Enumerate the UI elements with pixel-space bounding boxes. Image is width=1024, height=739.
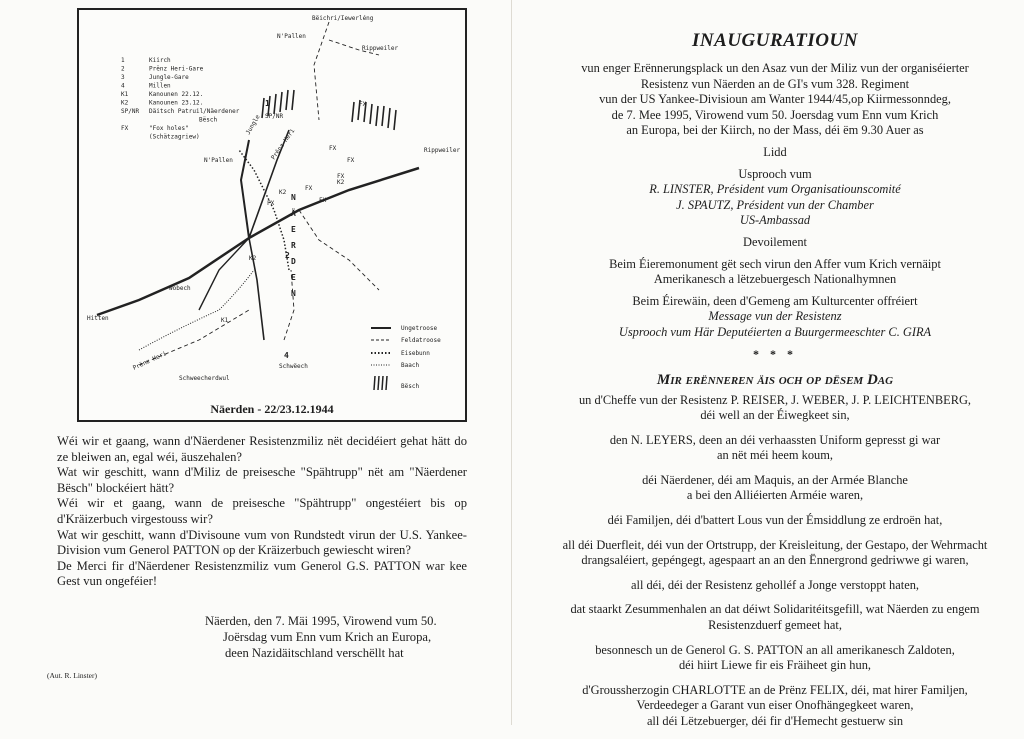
- brook: [139, 270, 254, 350]
- question-paragraph: Wat wir geschitt, wann d'Divisoune vum von Rundstedt virun der U.S. Yankee-Division vum Generol PATTON op der Kräizerbuch gewiescht wiren?: [57, 527, 467, 558]
- tribute-item: [542, 513, 1008, 529]
- map-drawing: [79, 10, 465, 420]
- naerden-letter: R: [291, 241, 296, 250]
- mark-fx: FX: [305, 185, 313, 192]
- mark-number: 2: [285, 251, 290, 260]
- intro-line: vun enger Erënnerungsplack un den Asaz vun der Miliz vun der organiséierter: [581, 61, 969, 75]
- naerden-letter: N: [291, 289, 296, 298]
- legend-eisebunn: Eisebunn: [401, 350, 430, 357]
- program-item-monument: Beim Éieremonument gët sech virun den Affer vum Krich vernäipt: [609, 256, 941, 271]
- place-rippweiler-right: Rippweiler: [424, 147, 461, 154]
- tribute-line: besonnesch un de Generol G. S. PATTON an all amerikanesch Zaldoten,: [595, 642, 955, 657]
- message-line: Usprooch vum Här Deputéierten a Buurgermeeschter C. GIRA: [618, 324, 932, 339]
- mark-k2: K2: [337, 179, 345, 186]
- legend-key: K2: [121, 99, 129, 107]
- naerden-letter: E: [291, 273, 296, 282]
- left-page: [0, 0, 512, 725]
- naerden-letter: D: [291, 257, 296, 266]
- naerden-letter: Ä: [291, 209, 296, 218]
- tribute-line: all déi, déi der Resistenz geholléf a Jonge verstoppt haten,: [631, 577, 919, 592]
- intro-line: vun der US Yankee-Divisioun am Wanter 1944/45,op Kiirmessonndeg,: [599, 92, 951, 107]
- program-content: [542, 30, 1008, 739]
- tribute-item: [542, 393, 1008, 424]
- intro-line: Resistenz vun Näerden an de GI's vum 328. Regiment: [640, 76, 910, 91]
- mark-k2: K2: [249, 255, 257, 262]
- legend-text: Millen: [149, 82, 171, 90]
- program-item-lidd: Lidd: [763, 144, 787, 159]
- tribute-line: déi Näerdener, déi am Maquis, an der Armée Blanche: [642, 472, 908, 487]
- place-prenz-heri-bottom: Prënz Heri: [131, 350, 168, 372]
- symbol-legend: [371, 325, 441, 390]
- separator-stars: * * *: [753, 346, 797, 361]
- tribute-line: dat staarkt Zesummenhalen an dat déiwt Solidaritéitsgefill, wat Näerden zu engem: [570, 602, 980, 617]
- program-item-usprooch: Usprooch vum: [738, 166, 812, 181]
- right-page: [512, 0, 1024, 728]
- place-schweecherdwul: Schweecherdwul: [179, 375, 230, 382]
- mark-fx: FX: [319, 197, 327, 204]
- tribute-item: [542, 643, 1008, 674]
- legend-feldatroose: Feldatroose: [401, 337, 441, 344]
- road-main-ne: [249, 168, 419, 238]
- mark-k2: K2: [279, 189, 287, 196]
- legend-text: Kanounen 23.12.: [149, 99, 204, 107]
- tribute-item: [542, 538, 1008, 569]
- tribute-line: an nët méi heem koum,: [717, 448, 833, 463]
- legend-text: Prënz Heri-Gare: [149, 65, 204, 73]
- signoff-line: Näerden, den 7. Mäi 1995, Virowend vum 50.: [205, 614, 437, 628]
- mark-k1: K1: [221, 317, 229, 324]
- road-main-nw: [97, 238, 249, 315]
- forest-hatching: [262, 90, 396, 130]
- legend-text: Jungle-Gare: [149, 74, 189, 81]
- tribute-line: all déi Lëtzebuerger, déi fir d'Hemecht gestuerw sin: [646, 714, 904, 728]
- question-paragraph: De Merci fir d'Näerdener Resistenzmiliz vum Generol G.S. PATTON war kee Gest vun ongeféier!: [57, 558, 467, 589]
- tribute-line: a bei den Alliéierten Arméie waren,: [686, 488, 864, 503]
- program-item-devoilement: Devoilement: [743, 234, 807, 249]
- legend-key: 2: [121, 65, 125, 73]
- legend-text: (Schätzagriew): [149, 133, 200, 141]
- mark-fx: FX: [337, 173, 345, 180]
- naerden-letter: E: [291, 225, 296, 234]
- railway: [239, 150, 289, 270]
- legend-key: 3: [121, 74, 125, 81]
- place-npallen-mid: N'Pallen: [204, 157, 233, 164]
- place-brichri: Bëichri/Iewerléng: [312, 15, 374, 22]
- legend-text: Kanounen 22.12.: [149, 91, 204, 98]
- legend-key: SP/NR: [121, 108, 140, 115]
- battle-map: [77, 8, 467, 422]
- mark-sp-nr: SP/NR: [265, 113, 284, 120]
- tribute-line: drangsaléiert, gepéngegt, agespaart an an den Ënnergrond gedriwwe gi waren,: [581, 553, 969, 568]
- legend-text: Kiirch: [149, 57, 171, 64]
- place-prenz-heri-top: Prënz Heri: [269, 127, 297, 162]
- place-wobech: Wobech: [169, 285, 191, 292]
- tribute-line: Resistenzduerf gemeet hat,: [708, 618, 842, 633]
- message-line: Message vun der Resistenz: [708, 309, 842, 324]
- legend-key: 4: [121, 82, 125, 90]
- tribute-line: un d'Cheffe vun der Resistenz P. REISER, J. WEBER, J. P. LEICHTENBERG,: [578, 392, 972, 407]
- tribute-line: den N. LEYERS, deen an déi verhaassten Uniform gepresst gi war: [609, 432, 941, 447]
- page-title: INAUGURATIOUN: [692, 30, 858, 51]
- legend-key: 1: [121, 57, 125, 64]
- legend-text: Däitsch Patruil/Näerdener: [149, 108, 240, 115]
- program-item-anthems: Amerikanesch a lëtzebuergesch Nationalhymnen: [653, 272, 897, 287]
- legend-ungetroose: Ungetroose: [401, 325, 438, 332]
- tribute-line: déi Familjen, déi d'battert Lous vun der Émsiddlung ze erdroën hat,: [607, 513, 943, 528]
- place-hitten: Hitten: [87, 315, 109, 322]
- tribute-line: déi hiirt Liewe fir eis Fräiheet gin hun,: [678, 658, 871, 673]
- naerden-letter: N: [291, 193, 296, 202]
- section-heading: Mir erënneren äis och op dësem Dag: [656, 371, 894, 388]
- place-rippweiler-top: Rippweiler: [362, 45, 399, 52]
- place-schwecch: Schwëech: [279, 363, 308, 370]
- intro-line: de 7. Mee 1995, Virowend vum 50. Joersdag vum Enn vum Krich: [611, 107, 939, 122]
- mark-number: 1: [265, 99, 270, 108]
- tribute-item: [542, 683, 1008, 730]
- signoff-block: [205, 613, 467, 661]
- speaker-line: R. LINSTER, Président vum Organisatiounscomité: [649, 182, 901, 197]
- tribute-line: d'Groussherzogin CHARLOTTE an de Prënz FELIX, déi, mat hirer Familjen,: [582, 682, 968, 697]
- intro-line: an Europa, bei der Kiirch, no der Mass, déi ëm 9.30 Auer as: [626, 123, 924, 138]
- legend-key: K1: [121, 91, 129, 98]
- mark-fx: FX: [347, 157, 355, 164]
- question-block: [57, 434, 467, 590]
- author-note: (Aut. R. Linster): [47, 671, 97, 680]
- mark-fx: FX: [329, 145, 337, 152]
- question-paragraph: Wat wir geschitt, wann d'Miliz de preisesche "Spähtrupp" nët am "Näerdener Bësch" blockéiert hätt?: [57, 465, 467, 495]
- mark-fx: FX: [359, 101, 367, 108]
- legend-text: "Fox holes": [149, 125, 189, 132]
- tribute-item: [542, 433, 1008, 464]
- tribute-item: [542, 578, 1008, 594]
- tribute-line: all déi Duerfleit, déi vun der Ortstrupp, der Kreisleitung, der Gestapo, der Wehrmacht: [562, 537, 988, 552]
- question-paragraph: Wéi wir et gaang, wann de preisesche "Spähtrupp" ongestéiert bis op d'Kräizerbuch virgestouss wir?: [57, 496, 467, 526]
- legend-besch: Bësch: [401, 383, 420, 390]
- speaker-line: J. SPAUTZ, Président vun der Chamber: [676, 197, 874, 212]
- road-south: [249, 238, 264, 340]
- signoff-line: Joërsdag vum Enn vum Krich an Europa,: [223, 630, 432, 644]
- question-paragraph: Wéi wir et gaang, wann d'Näerdener Resistenzmiliz nët decidéiert gehat hätt do ze bleiwen an, egal wéi, äuszehalen?: [57, 434, 467, 464]
- legend-key: FX: [121, 125, 129, 132]
- tribute-item: [542, 602, 1008, 633]
- field-track-1: [314, 22, 329, 120]
- tribute-line: déi well an der Éiwegkeet sin,: [700, 408, 850, 423]
- map-caption: Näerden - 22/23.12.1944: [210, 402, 334, 416]
- mark-fx: FX: [267, 200, 275, 207]
- field-track-3: [299, 210, 379, 290]
- tribute-line: Verdeedeger a Garant vun eiser Onofhängegkeet waren,: [636, 698, 914, 713]
- road-main-sw: [199, 238, 249, 310]
- legend-text: Bësch: [199, 116, 218, 124]
- program-item-eirewain: Beim Éirewäin, deen d'Gemeng am Kulturcenter offréiert: [632, 293, 918, 308]
- signoff-line: deen Nazidäitschland verschëllt hat: [225, 646, 404, 660]
- place-npallen-top: N'Pallen: [277, 33, 306, 40]
- legend-baach: Baach: [401, 362, 420, 369]
- tribute-list: [542, 393, 1008, 730]
- speaker-line: US-Ambassad: [739, 213, 811, 228]
- mark-number: 4: [284, 351, 289, 360]
- map-legend: [121, 57, 240, 141]
- place-jungle: Jungle: [244, 113, 262, 136]
- tribute-item: [542, 473, 1008, 504]
